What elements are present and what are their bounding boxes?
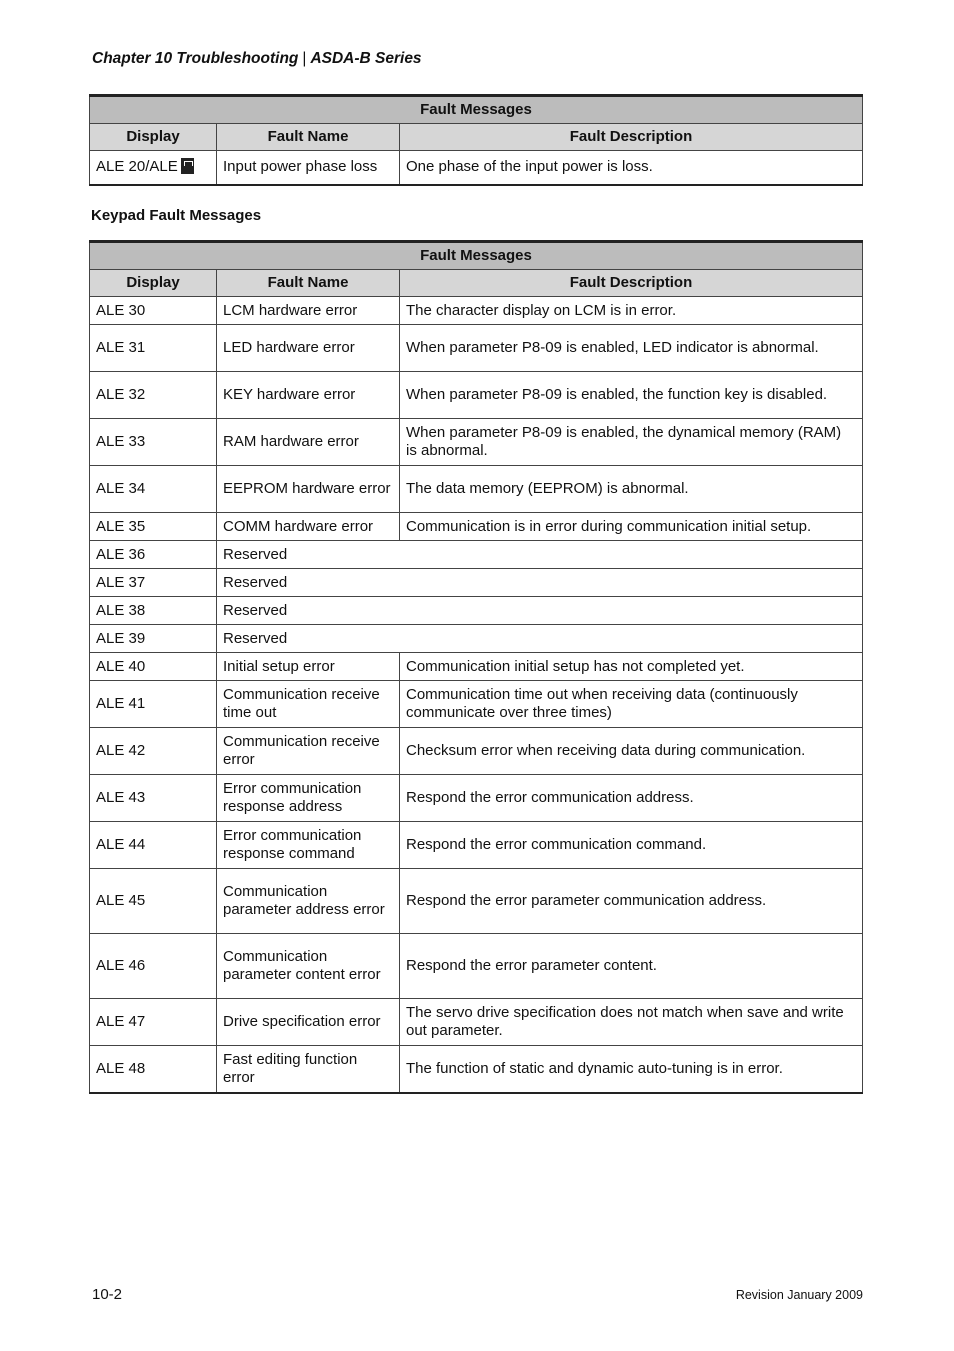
column-header-fault-name: Fault Name <box>217 270 400 297</box>
table-row <box>90 419 863 466</box>
column-header-fault-description: Fault Description <box>400 124 863 151</box>
table-row <box>90 466 863 513</box>
table-row <box>90 822 863 869</box>
display-cell: ALE 37 <box>90 569 217 597</box>
section-title: Keypad Fault Messages <box>91 207 262 224</box>
display-cell: ALE 38 <box>90 597 217 625</box>
display-cell: ALE 30 <box>90 297 217 325</box>
fault-name-cell: Communication parameter content error <box>217 934 400 999</box>
fault-description-cell: The character display on LCM is in error. <box>400 297 863 325</box>
display-cell: ALE 46 <box>90 934 217 999</box>
fault-description-cell: When parameter P8-09 is enabled, LED indicator is abnormal. <box>400 325 863 372</box>
table-row <box>90 372 863 419</box>
display-cell: ALE 20/ALE <box>90 151 217 185</box>
revision-date: Revision January 2009 <box>735 1288 863 1302</box>
column-header-fault-description: Fault Description <box>400 270 863 297</box>
table-row <box>90 625 863 653</box>
fault-description-cell: When parameter P8-09 is enabled, the function key is disabled. <box>400 372 863 419</box>
fault-name-cell: COMM hardware error <box>217 513 400 541</box>
column-header-fault-name: Fault Name <box>217 124 400 151</box>
display-cell: ALE 47 <box>90 999 217 1046</box>
table-row <box>90 775 863 822</box>
fault-description-cell: Communication time out when receiving data (continuously communicate over three times) <box>400 681 863 728</box>
table-caption: Fault Messages <box>90 96 863 124</box>
display-cell: ALE 34 <box>90 466 217 513</box>
table-row <box>90 569 863 597</box>
fault-description-cell: The servo drive specification does not match when save and write out parameter. <box>400 999 863 1046</box>
table-row <box>90 325 863 372</box>
fault-name-cell: Reserved <box>217 597 863 625</box>
display-cell: ALE 33 <box>90 419 217 466</box>
display-cell: ALE 43 <box>90 775 217 822</box>
display-cell: ALE 31 <box>90 325 217 372</box>
display-cell: ALE 44 <box>90 822 217 869</box>
table-row <box>90 934 863 999</box>
fault-name-cell: LCM hardware error <box>217 297 400 325</box>
page-number: 10-2 <box>92 1286 123 1303</box>
table-row <box>90 541 863 569</box>
page-header <box>92 50 422 68</box>
fault-description-cell: Respond the error communication address. <box>400 775 863 822</box>
fault-name-cell: Communication receive time out <box>217 681 400 728</box>
display-cell: ALE 40 <box>90 653 217 681</box>
fault-name-cell: Reserved <box>217 541 863 569</box>
chapter-title: Chapter 10 Troubleshooting <box>92 50 299 67</box>
fault-name-cell: Communication receive error <box>217 728 400 775</box>
fault-description-cell: Respond the error parameter content. <box>400 934 863 999</box>
fault-description-cell: When parameter P8-09 is enabled, the dynamical memory (RAM) is abnormal. <box>400 419 863 466</box>
table-row <box>90 151 863 185</box>
display-cell: ALE 42 <box>90 728 217 775</box>
fault-description-cell: The data memory (EEPROM) is abnormal. <box>400 466 863 513</box>
display-cell: ALE 35 <box>90 513 217 541</box>
series-name: ASDA-B Series <box>310 50 422 67</box>
fault-name-cell: Input power phase loss <box>217 151 400 185</box>
fault-description-cell: Communication initial setup has not completed yet. <box>400 653 863 681</box>
fault-description-cell: Respond the error parameter communication address. <box>400 869 863 934</box>
led-digit-icon <box>181 158 194 174</box>
fault-description-cell: One phase of the input power is loss. <box>400 151 863 185</box>
table-row <box>90 681 863 728</box>
display-cell: ALE 39 <box>90 625 217 653</box>
table-row <box>90 297 863 325</box>
fault-description-cell: Communication is in error during communication initial setup. <box>400 513 863 541</box>
fault-name-cell: RAM hardware error <box>217 419 400 466</box>
fault-name-cell: Reserved <box>217 569 863 597</box>
table-row <box>90 653 863 681</box>
display-cell: ALE 45 <box>90 869 217 934</box>
table-caption: Fault Messages <box>90 242 863 270</box>
fault-name-cell: Reserved <box>217 625 863 653</box>
table-row <box>90 513 863 541</box>
keypad-fault-messages-table <box>89 240 863 1094</box>
fault-messages-table <box>89 94 863 186</box>
display-cell: ALE 41 <box>90 681 217 728</box>
fault-description-cell: Respond the error communication command. <box>400 822 863 869</box>
fault-name-cell: Communication parameter address error <box>217 869 400 934</box>
fault-name-cell: Drive specification error <box>217 999 400 1046</box>
table-row <box>90 728 863 775</box>
fault-name-cell: LED hardware error <box>217 325 400 372</box>
table-row <box>90 869 863 934</box>
fault-name-cell: Fast editing function error <box>217 1046 400 1093</box>
column-header-display: Display <box>90 270 217 297</box>
fault-description-cell: Checksum error when receiving data during communication. <box>400 728 863 775</box>
fault-name-cell: EEPROM hardware error <box>217 466 400 513</box>
table-row <box>90 999 863 1046</box>
display-cell: ALE 48 <box>90 1046 217 1093</box>
column-header-display: Display <box>90 124 217 151</box>
display-cell: ALE 32 <box>90 372 217 419</box>
fault-name-cell: Initial setup error <box>217 653 400 681</box>
fault-description-cell: The function of static and dynamic auto-tuning is in error. <box>400 1046 863 1093</box>
table-row <box>90 597 863 625</box>
fault-name-cell: Error communication response command <box>217 822 400 869</box>
display-cell: ALE 36 <box>90 541 217 569</box>
fault-name-cell: Error communication response address <box>217 775 400 822</box>
header-separator: | <box>302 50 307 67</box>
table-row <box>90 1046 863 1093</box>
fault-name-cell: KEY hardware error <box>217 372 400 419</box>
